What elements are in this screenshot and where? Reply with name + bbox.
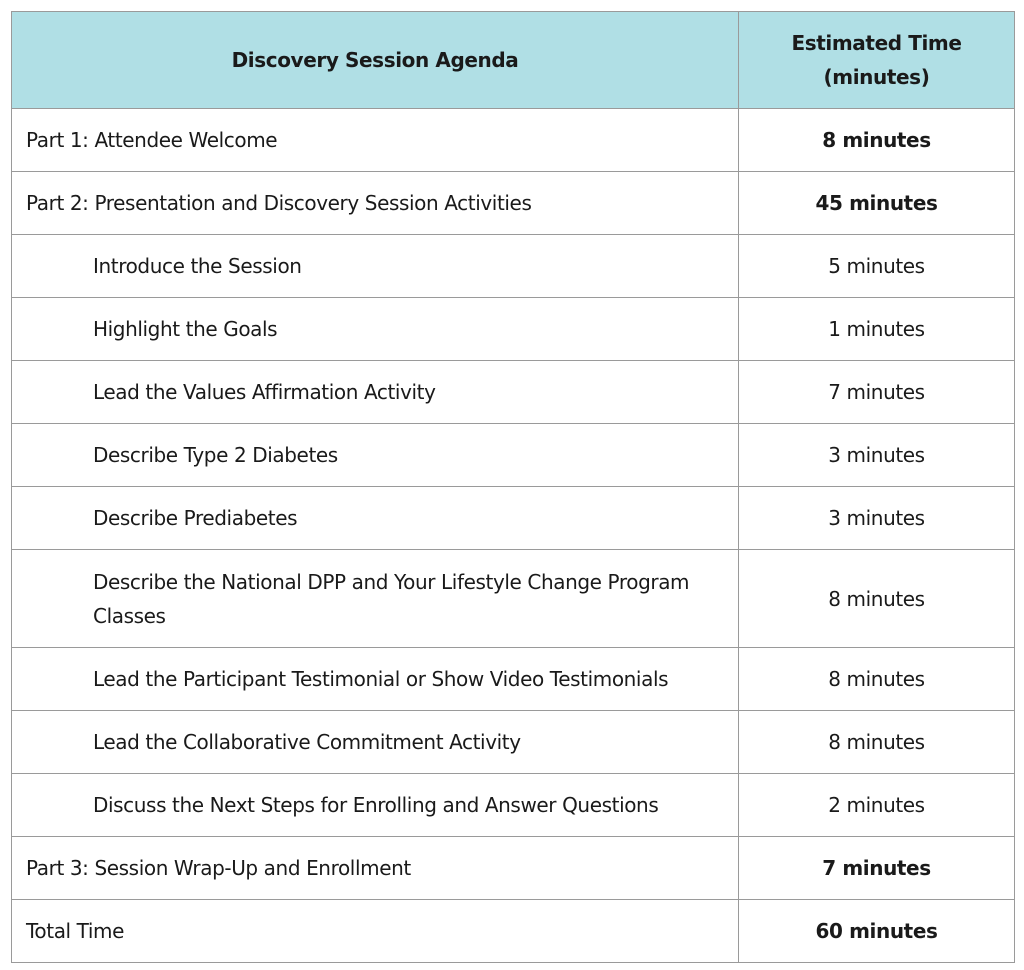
agenda-item: Part 3: Session Wrap-Up and Enrollment	[12, 837, 739, 900]
agenda-time: 7 minutes	[739, 837, 1015, 900]
time-header-line1: Estimated Time	[791, 31, 962, 55]
time-header-line2: (minutes)	[823, 65, 930, 89]
agenda-item: Part 1: Attendee Welcome	[12, 109, 739, 172]
agenda-time: 45 minutes	[739, 172, 1015, 235]
agenda-subitem: Lead the Collaborative Commitment Activity	[12, 711, 739, 774]
agenda-subitem: Describe the National DPP and Your Lifestyle Change Program Classes	[12, 550, 739, 648]
agenda-time: 3 minutes	[739, 487, 1015, 550]
agenda-time: 3 minutes	[739, 424, 1015, 487]
table-row	[12, 298, 1015, 361]
table-row	[12, 424, 1015, 487]
table-row	[12, 109, 1015, 172]
table-row	[12, 648, 1015, 711]
total-time: 60 minutes	[739, 900, 1015, 963]
agenda-time: 5 minutes	[739, 235, 1015, 298]
agenda-subitem: Introduce the Session	[12, 235, 739, 298]
agenda-time: 8 minutes	[739, 109, 1015, 172]
agenda-time: 8 minutes	[739, 550, 1015, 648]
agenda-time: 8 minutes	[739, 711, 1015, 774]
agenda-time: 8 minutes	[739, 648, 1015, 711]
agenda-time: 1 minutes	[739, 298, 1015, 361]
agenda-item: Part 2: Presentation and Discovery Session Activities	[12, 172, 739, 235]
table-row	[12, 487, 1015, 550]
table-row	[12, 361, 1015, 424]
table-row	[12, 774, 1015, 837]
table-row	[12, 235, 1015, 298]
total-label: Total Time	[12, 900, 739, 963]
agenda-subitem: Describe Prediabetes	[12, 487, 739, 550]
agenda-subitem: Discuss the Next Steps for Enrolling and Answer Questions	[12, 774, 739, 837]
table-row	[12, 550, 1015, 648]
table-row	[12, 837, 1015, 900]
total-row	[12, 900, 1015, 963]
agenda-column-header: Discovery Session Agenda	[12, 12, 739, 109]
agenda-subitem: Lead the Participant Testimonial or Show Video Testimonials	[12, 648, 739, 711]
agenda-time: 2 minutes	[739, 774, 1015, 837]
table-row	[12, 711, 1015, 774]
agenda-subitem: Highlight the Goals	[12, 298, 739, 361]
table-header	[12, 12, 1015, 109]
agenda-table	[11, 11, 1015, 963]
agenda-time: 7 minutes	[739, 361, 1015, 424]
agenda-subitem: Lead the Values Affirmation Activity	[12, 361, 739, 424]
header-row	[12, 12, 1015, 109]
table-row	[12, 172, 1015, 235]
agenda-subitem: Describe Type 2 Diabetes	[12, 424, 739, 487]
time-column-header	[739, 12, 1015, 109]
